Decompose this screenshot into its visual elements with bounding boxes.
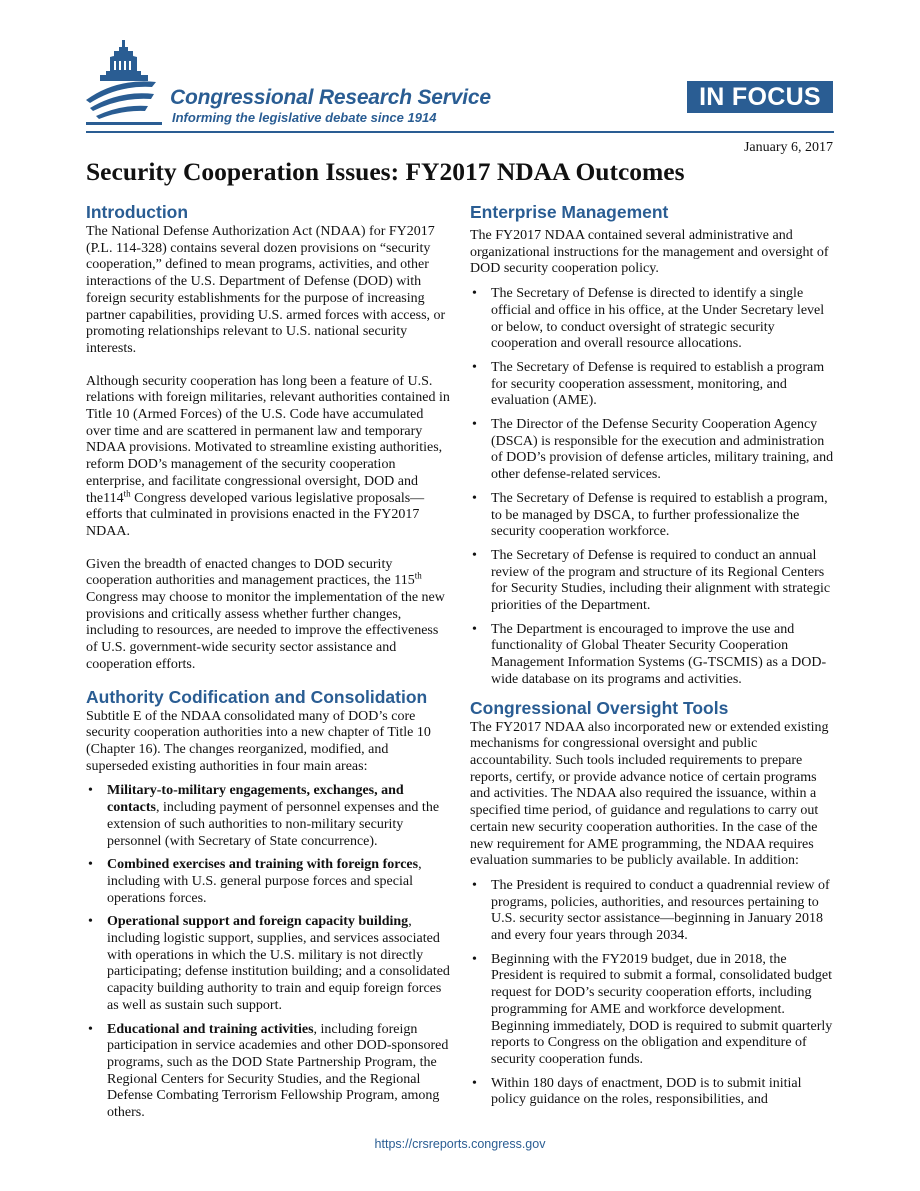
list-item: • The Secretary of Defense is required to establish a program, to be managed by DSCA, to further professionalize the security cooperation workforce. (470, 491, 834, 541)
section-heading-authority: Authority Codification and Consolidation (86, 686, 428, 707)
list-item: • Educational and training activities, including foreign participation in service academies and other DOD-sponsored programs, such as the DOD State Partnership Program, the Regional Centers for Security Studies, and the Regional Defense Combating Terrorism Fellowship Program, among others. (86, 1022, 450, 1122)
list-item: • Operational support and foreign capacity building, including logistic support, supplies, and services associated with operations in which the U.S. military is not directly participating; defense institution building; and a consolidated capacity building authority to train and equip foreign forces as well as sustain such support. (86, 914, 450, 1014)
footer-url[interactable]: https://crsreports.congress.gov (374, 1137, 546, 1151)
publication-date: January 6, 2017 (743, 140, 833, 155)
section-heading-enterprise: Enterprise Management (470, 202, 669, 222)
org-name: Congressional Research Service (170, 86, 491, 109)
section-heading-introduction: Introduction (86, 202, 189, 222)
org-tagline: Informing the legislative debate since 1914 (172, 110, 437, 125)
list-item: • Beginning with the FY2019 budget, due in 2018, the President is required to submit a formal, consolidated budget request for DOD’s security cooperation efforts, including programming for AME and workforce development. Beginning immediately, DOD is required to submit quarterly reports to Congress on the obligation and expenditure of security cooperation funds. (470, 952, 834, 1069)
report-header (0, 0, 920, 150)
list-item: • The Director of the Defense Security Cooperation Agency (DSCA) is responsible for the execution and administration of DOD’s provision of defense articles, military training, and other defense-related services. (470, 417, 834, 484)
enterprise-list (470, 286, 834, 688)
right-column (470, 201, 834, 1116)
authority-list (86, 783, 450, 1121)
list-item: • The Secretary of Defense is required to establish a program for security cooperation assessment, monitoring, and evaluation (AME). (470, 360, 834, 410)
authority-paragraph-1: Subtitle E of the NDAA consolidated many of DOD’s core security cooperation authorities into a new chapter of Title 10 (Chapter 16). The changes reorganized, modified, and superseded existing authorities in four main areas: (86, 708, 431, 774)
list-item: • The Secretary of Defense is directed to identify a single official and office in his office, at the Under Secretary level or below, to conduct oversight of strategic security cooperation and overall resource allocations. (470, 286, 834, 353)
capitol-dome-icon (84, 38, 166, 128)
list-item: • The Secretary of Defense is required to conduct an annual review of the program and structure of its Regional Centers for Security Studies, including their alignment with strategic priorities of the Department. (470, 548, 834, 615)
section-heading-oversight: Congressional Oversight Tools (470, 697, 729, 718)
header-rule (86, 131, 834, 133)
list-item: • Within 180 days of enactment, DOD is to submit initial policy guidance on the roles, responsibilities, and (470, 1076, 834, 1109)
oversight-paragraph-1: The FY2017 NDAA also incorporated new or extended existing mechanisms for congressional oversight and public accountability. Such tools included requirements to prepare reports, certify, or provide advance notice of certain programs and activities. The NDAA also required the issuance, within a specified time period, of guidance and regulations to carry out certain new security cooperation authorities. In the case of the new requirement for AME programming, the NDAA requires evaluation summaries to be publicly available. In addition: (470, 719, 829, 869)
enterprise-paragraph-1: The FY2017 NDAA contained several administrative and organizational instructions for the management and oversight of DOD security cooperation policy. (470, 228, 829, 277)
intro-paragraph-1: The National Defense Authorization Act (NDAA) for FY2017 (P.L. 114-328) contains several dozen provisions on “security cooperation,” defined to mean programs, activities, and other interactions of the U.S. Department of Defense (DOD) with foreign security establishments for the purpose of increasing partner capabilities, providing U.S. armed forces with access, or promoting relationships relevant to U.S. national security interests. (86, 224, 446, 356)
in-focus-badge: IN FOCUS (687, 81, 833, 113)
list-item: • Military-to-military engagements, exchanges, and contacts, including payment of personnel expenses and the extension of such authorities to non-military security personnel (with Secretary of State concurrence). (86, 783, 450, 850)
intro-paragraph-2: Although security cooperation has long been a feature of U.S. relations with foreign militaries, relevant authorities contained in Title 10 (Armed Forces) of the U.S. Code have accumulated over time and are scattered in permanent law and temporary NDAA provisions. Motivated to streamline existing authorities, reform DOD’s management of the security cooperation enterprise, and facilitate congressional oversight, DOD and the114th Congress developed various legislative proposals—efforts that culminated in provisions enacted in the FY2017 NDAA. (86, 373, 450, 539)
intro-paragraph-3: Given the breadth of enacted changes to DOD security cooperation authorities and management practices, the 115th Congress may choose to monitor the implementation of the new provisions and critically assess whether further changes, including to resources, are needed to improve the effectiveness of U.S. government-wide security sector assistance and cooperation efforts. (86, 556, 445, 672)
list-item: • The Department is encouraged to improve the use and functionality of Global Theater Security Cooperation Management Information Systems (G-TSCMIS) as a DOD-wide database on its programs and activities. (470, 622, 834, 689)
left-column (86, 201, 450, 1129)
list-item: • Combined exercises and training with foreign forces, including with U.S. general purpose forces and special operations forces. (86, 857, 450, 907)
oversight-list (470, 878, 834, 1109)
page-title: Security Cooperation Issues: FY2017 NDAA Outcomes (86, 157, 685, 186)
list-item: • The President is required to conduct a quadrennial review of programs, policies, authorities, and resources pertaining to U.S. security sector assistance—beginning in January 2018 and every four years through 2034. (470, 878, 834, 945)
